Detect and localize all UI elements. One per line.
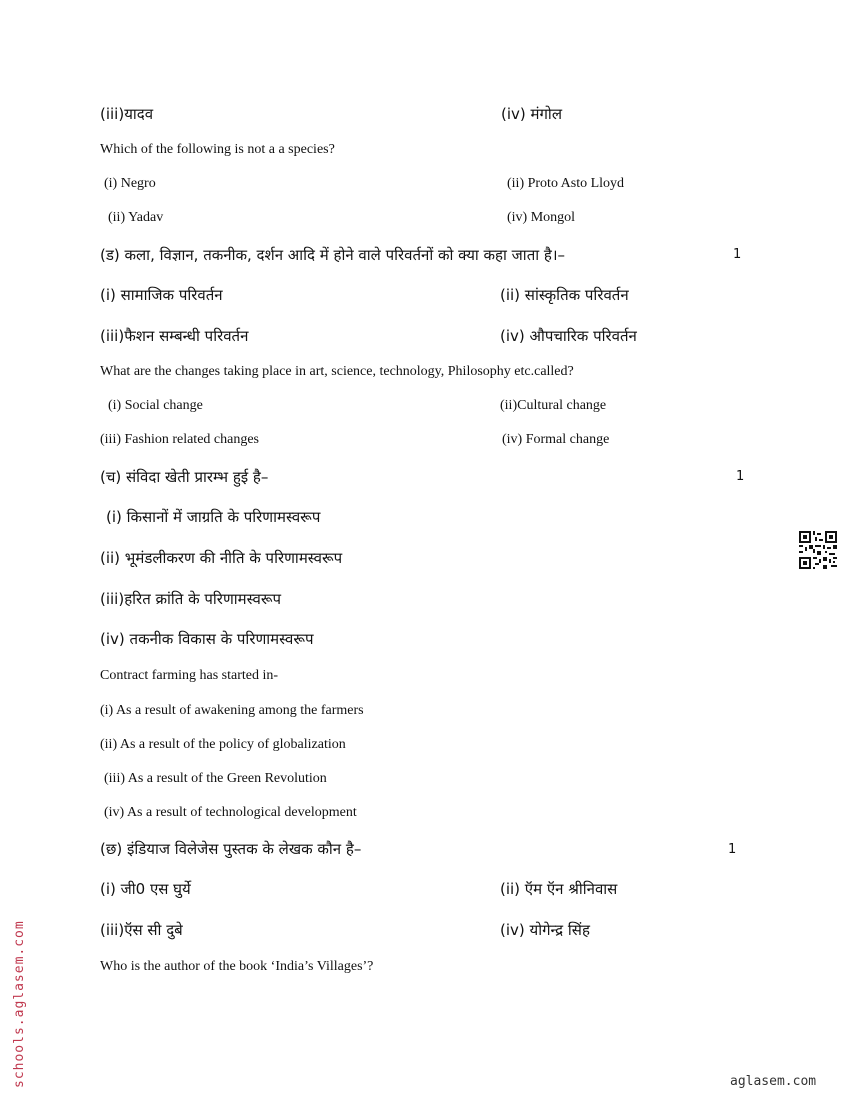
q-chh-hindi-option-2: (ii) ऍम ऍन श्रीनिवास bbox=[500, 880, 618, 898]
q-chh-hindi-option-1: (i) जी0 एस घुर्ये bbox=[100, 880, 191, 898]
q-prev-english-option-3: (ii) Yadav bbox=[108, 210, 164, 225]
q-d-english-option-2: (ii)Cultural change bbox=[500, 398, 607, 413]
q-ch-english-option-2: (ii) As a result of the policy of globalization bbox=[100, 737, 346, 752]
q-ch-english-option-3: (iii) As a result of the Green Revolution bbox=[104, 771, 327, 786]
q-prev-hindi-option-4: (iv) मंगोल bbox=[501, 105, 562, 123]
q-d-english-option-4: (iv) Formal change bbox=[502, 432, 610, 447]
footer-watermark: aglasem.com bbox=[730, 1074, 817, 1089]
q-ch-hindi-question: (च) संविदा खेती प्रारम्भ हुई है– bbox=[100, 468, 269, 486]
q-ch-english-option-1: (i) As a result of awakening among the farmers bbox=[100, 703, 364, 718]
q-prev-english-option-4: (iv) Mongol bbox=[507, 210, 576, 225]
q-ch-hindi-option-1: (i) किसानों में जाग्रति के परिणामस्वरूप bbox=[106, 508, 321, 526]
q-d-english-option-1: (i) Social change bbox=[108, 398, 203, 413]
q-d-marks: 1 bbox=[733, 247, 742, 262]
q-ch-english-option-4: (iv) As a result of technological development bbox=[104, 805, 357, 820]
q-ch-hindi-option-3: (iii)हरित क्रांति के परिणामस्वरूप bbox=[100, 590, 281, 608]
qr-code-icon[interactable] bbox=[798, 530, 838, 570]
q-ch-hindi-option-2: (ii) भूमंडलीकरण की नीति के परिणामस्वरूप bbox=[100, 549, 343, 567]
q-chh-hindi-option-4: (iv) योगेन्द्र सिंह bbox=[500, 921, 590, 939]
q-chh-marks: 1 bbox=[728, 842, 737, 857]
q-chh-hindi-option-3: (iii)ऍस सी दुबे bbox=[100, 921, 183, 939]
q-prev-english-question: Which of the following is not a a species? bbox=[100, 142, 335, 157]
q-d-hindi-question: (ड) कला, विज्ञान, तकनीक, दर्शन आदि में होने वाले परिवर्तनों को क्या कहा जाता है।– bbox=[100, 246, 566, 264]
q-prev-english-option-1: (i) Negro bbox=[104, 176, 156, 191]
q-d-english-option-3: (iii) Fashion related changes bbox=[100, 432, 260, 447]
q-d-english-question: What are the changes taking place in art, science, technology, Philosophy etc.called? bbox=[100, 364, 574, 379]
q-ch-english-question: Contract farming has started in- bbox=[100, 668, 279, 683]
q-d-hindi-option-3: (iii)फैशन सम्बन्धी परिवर्तन bbox=[100, 327, 249, 345]
q-prev-hindi-option-3: (iii)यादव bbox=[100, 105, 154, 123]
q-d-hindi-option-4: (iv) औपचारिक परिवर्तन bbox=[500, 327, 637, 345]
q-chh-hindi-question: (छ) इंडियाज विलेजेस पुस्तक के लेखक कौन है– bbox=[100, 840, 362, 858]
q-ch-marks: 1 bbox=[736, 469, 745, 484]
q-d-hindi-option-1: (i) सामाजिक परिवर्तन bbox=[100, 286, 223, 304]
q-prev-english-option-2: (ii) Proto Asto Lloyd bbox=[507, 176, 625, 191]
q-d-hindi-option-2: (ii) सांस्कृतिक परिवर्तन bbox=[500, 286, 629, 304]
q-ch-hindi-option-4: (iv) तकनीक विकास के परिणामस्वरूप bbox=[100, 630, 314, 648]
q-chh-english-question: Who is the author of the book ‘India’s Villages’? bbox=[100, 959, 374, 974]
side-watermark: schools.aglasem.com bbox=[12, 920, 27, 1088]
